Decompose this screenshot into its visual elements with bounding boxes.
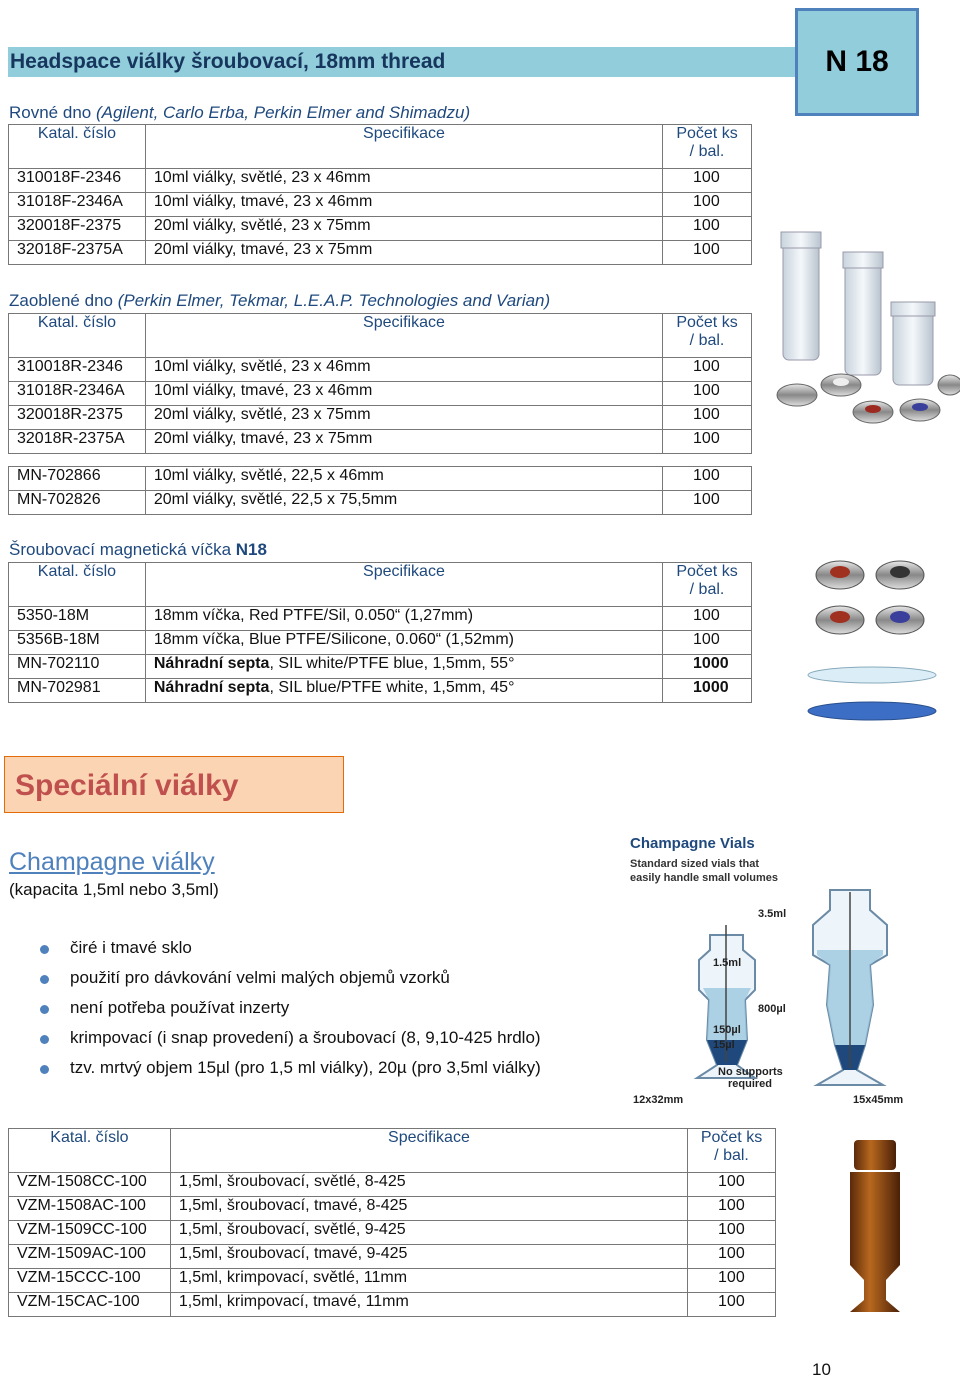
list-item: krimpovací (i snap provedení) a šroubovací (8, 9,10-425 hrdlo) — [40, 1028, 541, 1058]
section-title-round-bottom: Zaoblené dno (Perkin Elmer, Tekmar, L.E.A.P. Technologies and Varian) — [9, 291, 551, 310]
list-item: čiré i tmavé sklo — [40, 938, 541, 968]
table-row: 320018F-2375 20ml viálky, světlé, 23 x 75mm 100 — [9, 217, 752, 241]
svg-text:required: required — [728, 1078, 773, 1090]
table-mn-vials — [8, 466, 752, 515]
title-bar — [8, 47, 796, 77]
champagne-vial-diagram — [625, 830, 940, 1110]
table-header: Katal. číslo Specifikace Počet ks / bal. — [9, 314, 752, 358]
table-row: 31018F-2346A 10ml viálky, tmavé, 23 x 46mm 100 — [9, 193, 752, 217]
table-row: VZM-1508CC-100 1,5ml, šroubovací, světlé, 8-425 100 — [9, 1173, 776, 1197]
headspace-vials-image — [775, 220, 960, 435]
special-vials-title: Speciální viálky — [15, 769, 239, 802]
magnetic-caps-image — [800, 550, 945, 730]
champagne-title[interactable]: Champagne viálky — [9, 848, 215, 876]
table-row: MN-702981 Náhradní septa, SIL blue/PTFE white, 1,5mm, 45° 1000 — [9, 679, 752, 703]
diagram-title: Champagne Vials — [630, 835, 755, 852]
list-item: použití pro dávkování velmi malých objemů vzorků — [40, 968, 541, 998]
table-row: 320018R-2375 20ml viálky, světlé, 23 x 75mm 100 — [9, 406, 752, 430]
table-row: 5356B-18M 18mm víčka, Blue PTFE/Silicone, 0.060“ (1,52mm) 100 — [9, 631, 752, 655]
svg-text:15x45mm: 15x45mm — [853, 1094, 904, 1106]
table-row: 32018R-2375A 20ml viálky, tmavé, 23 x 75mm 100 — [9, 430, 752, 454]
svg-text:3.5ml: 3.5ml — [758, 908, 787, 920]
table-row: MN-702866 10ml viálky, světlé, 22,5 x 46mm 100 — [9, 467, 752, 491]
page-title: Headspace viálky šroubovací, 18mm thread — [10, 50, 446, 73]
svg-text:No supports: No supports — [718, 1066, 783, 1078]
svg-text:15µl: 15µl — [713, 1039, 735, 1051]
section-title-caps: Šroubovací magnetická víčka N18 — [9, 540, 267, 559]
table-row: VZM-1509AC-100 1,5ml, šroubovací, tmavé, 9-425 100 — [9, 1245, 776, 1269]
table-row: 310018R-2346 10ml viálky, světlé, 23 x 46mm 100 — [9, 358, 752, 382]
table-header: Katal. číslo Specifikace Počet ks / bal. — [9, 563, 752, 607]
champagne-features — [40, 938, 541, 1088]
table-flat-bottom — [8, 124, 752, 265]
svg-text:Standard sized vials that: Standard sized vials that — [630, 858, 759, 870]
svg-text:12x32mm: 12x32mm — [633, 1094, 684, 1106]
svg-text:150µl: 150µl — [713, 1024, 741, 1036]
table-row: VZM-1509CC-100 1,5ml, šroubovací, světlé, 9-425 100 — [9, 1221, 776, 1245]
list-item: tzv. mrtvý objem 15µl (pro 1,5 ml viálky), 20µ (pro 3,5ml viálky) — [40, 1058, 541, 1088]
table-header: Katal. číslo Specifikace Počet ks / bal. — [9, 125, 752, 169]
amber-vial-image — [840, 1140, 910, 1315]
table-row: VZM-1508AC-100 1,5ml, šroubovací, tmavé, 8-425 100 — [9, 1197, 776, 1221]
svg-text:800µl: 800µl — [758, 1003, 786, 1015]
list-item: není potřeba používat inzerty — [40, 998, 541, 1028]
table-row: VZM-15CCC-100 1,5ml, krimpovací, světlé, 11mm 100 — [9, 1269, 776, 1293]
champagne-capacity: (kapacita 1,5ml nebo 3,5ml) — [9, 880, 219, 899]
table-round-bottom — [8, 313, 752, 454]
page-number: 10 — [812, 1360, 831, 1379]
table-row: 31018R-2346A 10ml viálky, tmavé, 23 x 46mm 100 — [9, 382, 752, 406]
table-champagne — [8, 1128, 776, 1317]
table-header: Katal. číslo Specifikace Počet ks / bal. — [9, 1129, 776, 1173]
special-vials-banner — [4, 756, 344, 813]
table-row: 5350-18M 18mm víčka, Red PTFE/Sil, 0.050“ (1,27mm) 100 — [9, 607, 752, 631]
table-row: MN-702826 20ml viálky, světlé, 22,5 x 75,5mm 100 — [9, 491, 752, 515]
table-row: VZM-15CAC-100 1,5ml, krimpovací, tmavé, 11mm 100 — [9, 1293, 776, 1317]
table-row: 310018F-2346 10ml viálky, světlé, 23 x 46mm 100 — [9, 169, 752, 193]
table-row: MN-702110 Náhradní septa, SIL white/PTFE blue, 1,5mm, 55° 1000 — [9, 655, 752, 679]
svg-text:1.5ml: 1.5ml — [713, 957, 742, 969]
table-row: 32018F-2375A 20ml viálky, tmavé, 23 x 75mm 100 — [9, 241, 752, 265]
svg-text:easily handle small volumes: easily handle small volumes — [630, 872, 778, 884]
section-title-flat-bottom: Rovné dno (Agilent, Carlo Erba, Perkin Elmer and Shimadzu) — [9, 103, 471, 122]
table-caps — [8, 562, 752, 703]
category-badge: N 18 — [795, 8, 919, 116]
